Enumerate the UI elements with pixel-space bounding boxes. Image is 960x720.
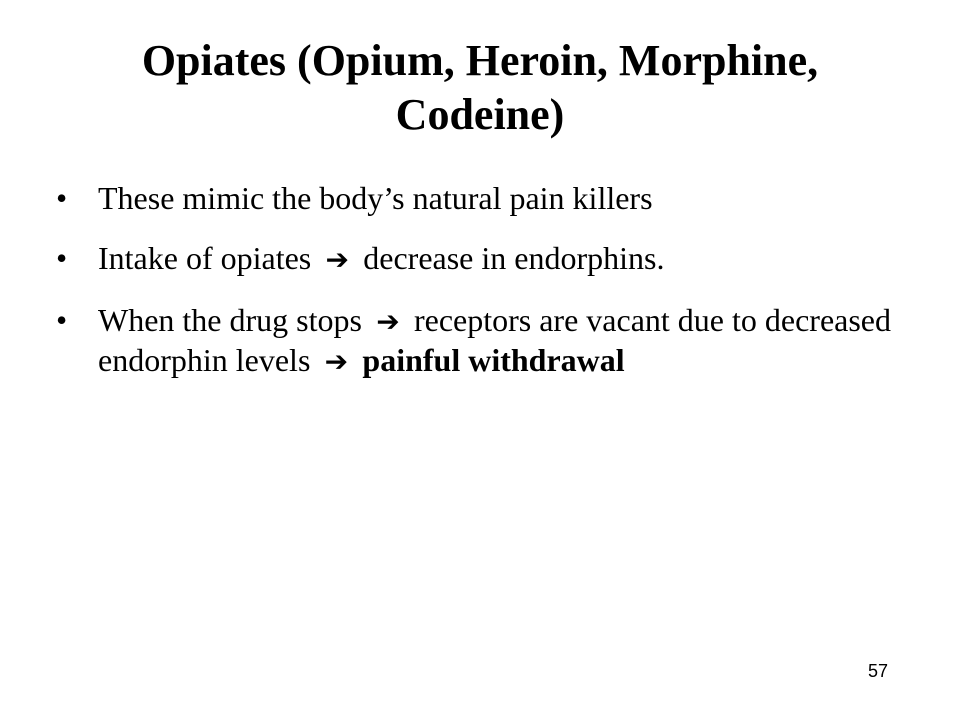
- bullet-text-cause: When the drug stops: [98, 302, 362, 338]
- bullet-dot-icon: •: [56, 180, 68, 216]
- bullet-item-drug-stops: [56, 301, 896, 381]
- bullet-text-effect: decrease in endorphins.: [363, 240, 665, 276]
- slide-title-line-2: Codeine): [395, 90, 565, 139]
- slide-title: [40, 34, 920, 142]
- bullet-dot-icon: •: [56, 302, 68, 338]
- bullet-text: These mimic the body’s natural pain killers: [98, 180, 653, 216]
- bullet-text-cause: Intake of opiates: [98, 240, 312, 276]
- bullet-text-effect: receptors are vacant due to decreased endorphin levels: [98, 302, 891, 378]
- right-arrow-icon: ➔: [325, 243, 349, 276]
- slide-title-line-1: Opiates (Opium, Heroin, Morphine,: [141, 36, 819, 85]
- bullet-dot-icon: •: [56, 240, 68, 276]
- bullet-item-natural-pain-killers: [56, 179, 896, 217]
- right-arrow-icon: ➔: [324, 345, 349, 378]
- bullet-text-emphasis: painful withdrawal: [362, 342, 625, 378]
- page-number: 57: [867, 661, 888, 681]
- bullet-list: [56, 179, 896, 403]
- right-arrow-icon: ➔: [376, 305, 400, 338]
- bullet-item-intake-of-opiates: [56, 239, 896, 279]
